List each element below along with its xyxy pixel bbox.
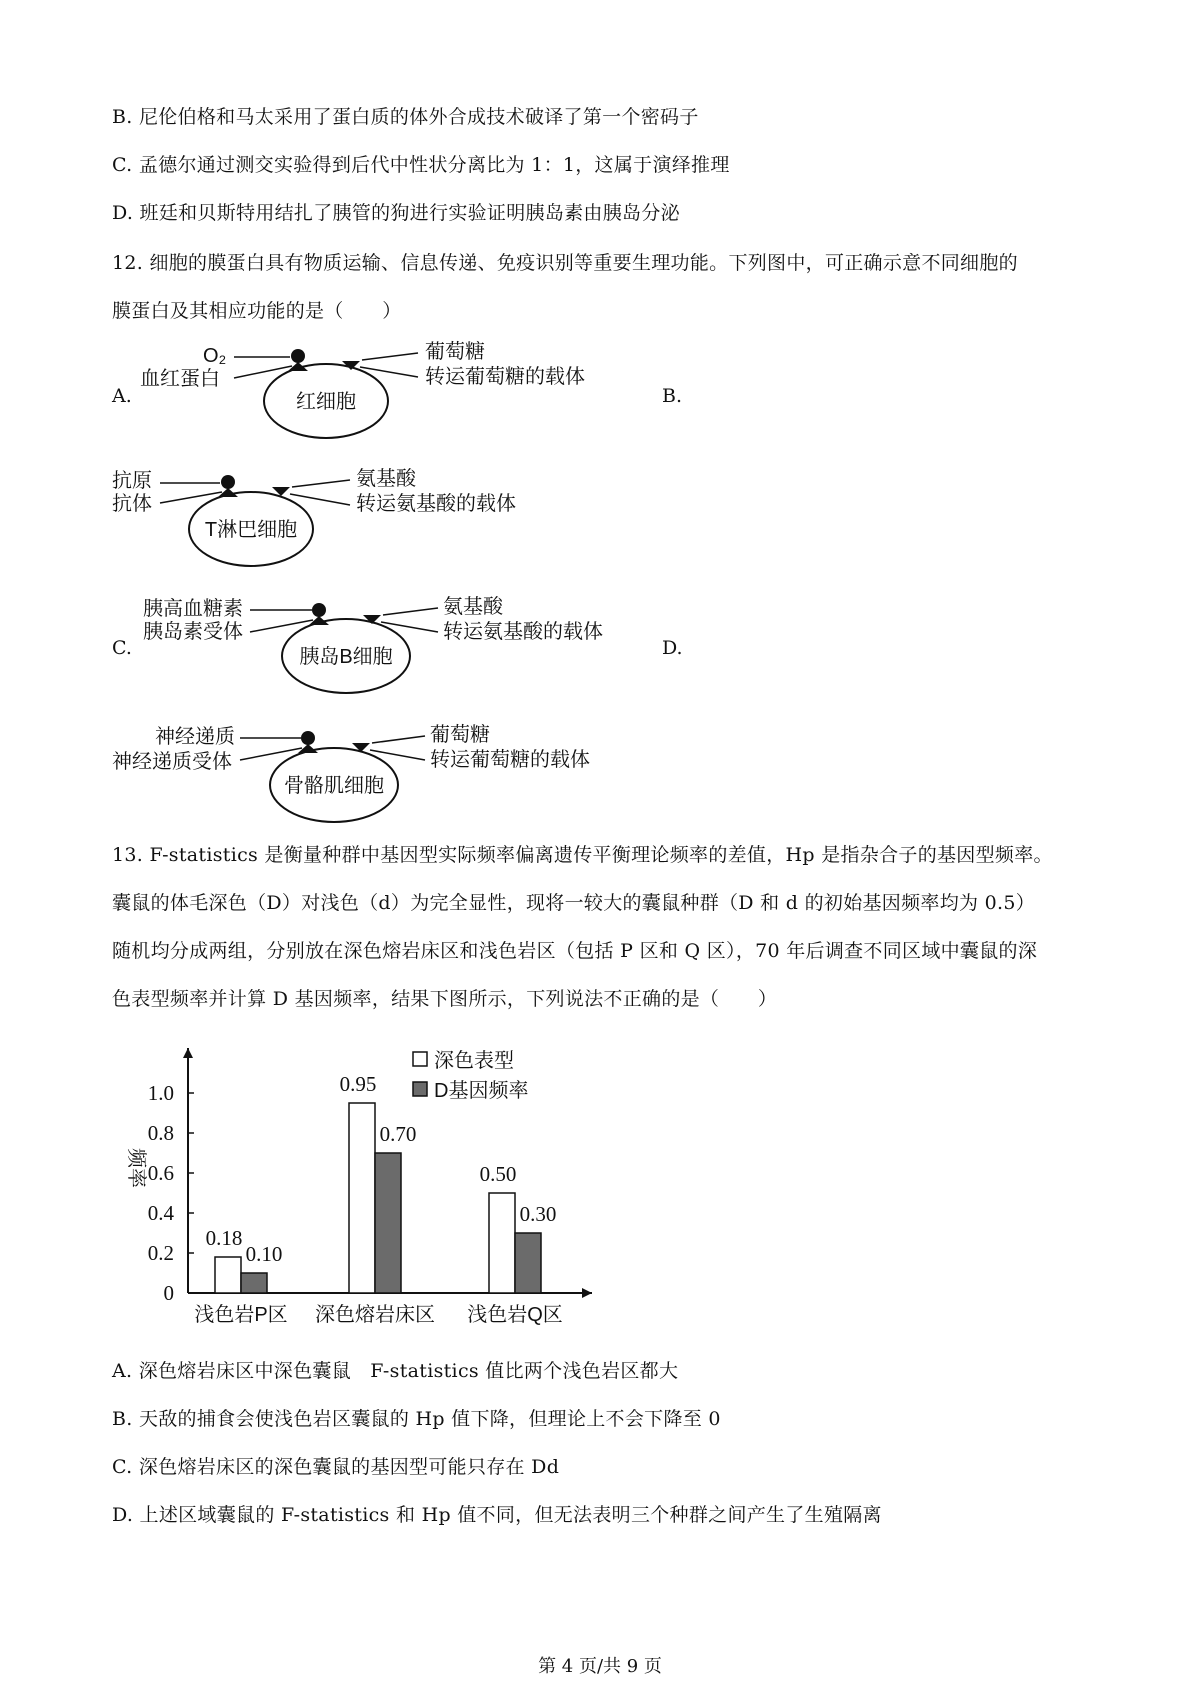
label-left-bottom: 胰岛素受体 — [143, 621, 243, 643]
cell-name: 胰岛B细胞 — [299, 646, 393, 668]
diagram-a — [140, 340, 585, 438]
q12-option-a-letter: A. — [112, 385, 132, 407]
x-tick-label: 浅色岩Q区 — [467, 1304, 563, 1326]
bar — [375, 1153, 401, 1293]
diagram-d — [112, 723, 590, 822]
q13-option-c: C. 深色熔岩床区的深色囊鼠的基因型可能只存在 Dd — [112, 1456, 560, 1478]
y-tick-label: 1.0 — [147, 1081, 174, 1105]
page-footer: 第 4 页/共 9 页 — [538, 1656, 662, 1677]
q13-option-a: A. 深色熔岩床区中深色囊鼠 F-statistics 值比两个浅色岩区都大 — [112, 1360, 679, 1382]
legend-label: D基因频率 — [434, 1080, 529, 1102]
q12-stem-line2: 膜蛋白及其相应功能的是（ ） — [112, 300, 402, 322]
bound-molecule — [221, 475, 235, 489]
y-tick-label: 0 — [163, 1281, 174, 1305]
bar-value-label: 0.95 — [339, 1072, 377, 1096]
diagram-b — [112, 467, 516, 566]
label-left-bottom: 血红蛋白 — [140, 368, 220, 390]
label-right-top: 葡萄糖 — [430, 724, 490, 746]
bar-value-label: 0.18 — [205, 1226, 243, 1250]
bar — [215, 1257, 241, 1293]
bar — [349, 1103, 375, 1293]
label-left-top: 胰高血糖素 — [143, 598, 243, 620]
cell-name: 骨骼肌细胞 — [284, 775, 384, 797]
chart-legend — [413, 1049, 528, 1102]
x-tick-label: 深色熔岩床区 — [315, 1304, 435, 1326]
legend-swatch — [413, 1082, 427, 1096]
x-tick-label: 浅色岩P区 — [194, 1304, 288, 1326]
y-tick-label: 0.2 — [147, 1241, 174, 1265]
y-tick-label: 0.4 — [147, 1201, 174, 1225]
y-axis-arrow — [183, 1048, 193, 1058]
option-line-d: D. 班廷和贝斯特用结扎了胰管的狗进行实验证明胰岛素由胰岛分泌 — [112, 202, 680, 224]
label-right-top: 氨基酸 — [356, 468, 416, 490]
q13-stem-line4: 色表型频率并计算 D 基因频率，结果下图所示，下列说法不正确的是（ ） — [112, 988, 778, 1010]
label-right-top: 氨基酸 — [443, 596, 503, 618]
option-line-b: B. 尼伦伯格和马太采用了蛋白质的体外合成技术破译了第一个密码子 — [112, 106, 699, 128]
option-line-c: C. 孟德尔通过测交实验得到后代中性状分离比为 1：1，这属于演绎推理 — [112, 154, 730, 176]
label-left-top: 神经递质 — [155, 726, 235, 748]
label-right-top: 葡萄糖 — [425, 341, 485, 363]
q12-option-d-letter: D. — [662, 637, 683, 659]
y-axis-label: 频率 — [125, 1148, 147, 1188]
label-o2: O₂ — [203, 345, 227, 367]
bound-molecule — [291, 349, 305, 363]
legend-label: 深色表型 — [434, 1050, 514, 1072]
cell-name: 红细胞 — [296, 391, 356, 413]
q12-stem-line1: 12. 细胞的膜蛋白具有物质运输、信息传递、免疫识别等重要生理功能。下列图中，可正确示意不同细胞的 — [112, 252, 1018, 274]
bar — [489, 1193, 515, 1293]
q13-stem-line3: 随机均分成两组，分别放在深色熔岩床区和浅色岩区（包括 P 区和 Q 区），70 年后调查不同区域中囊鼠的深 — [112, 940, 1038, 962]
bound-molecule — [301, 731, 315, 745]
label-right-bottom: 转运葡萄糖的载体 — [425, 366, 585, 388]
legend-swatch — [413, 1052, 427, 1066]
label-left-bottom: 神经递质受体 — [112, 751, 232, 773]
x-axis-arrow — [582, 1288, 592, 1298]
bound-molecule — [312, 603, 326, 617]
y-tick-label: 0.8 — [147, 1121, 174, 1145]
label-right-bottom: 转运葡萄糖的载体 — [430, 749, 590, 771]
bar-chart — [125, 1048, 592, 1326]
label-left-bottom: 抗体 — [112, 493, 152, 515]
y-tick-label: 0.6 — [147, 1161, 174, 1185]
q13-stem-line1: 13. F-statistics 是衡量种群中基因型实际频率偏离遗传平衡理论频率的差值，Hp 是指杂合子的基因型频率。 — [112, 844, 1053, 866]
q12-option-c-letter: C. — [112, 637, 132, 659]
label-right-bottom: 转运氨基酸的载体 — [443, 621, 603, 643]
label-right-bottom: 转运氨基酸的载体 — [356, 493, 516, 515]
bar-value-label: 0.10 — [245, 1242, 283, 1266]
q13-option-b: B. 天敌的捕食会使浅色岩区囊鼠的 Hp 值下降，但理论上不会下降至 0 — [112, 1408, 721, 1430]
q12-option-b-letter: B. — [662, 385, 683, 407]
label-left-top: 抗原 — [112, 470, 152, 492]
bar — [241, 1273, 267, 1293]
bar-value-label: 0.70 — [379, 1122, 417, 1146]
q13-option-d: D. 上述区域囊鼠的 F-statistics 和 Hp 值不同，但无法表明三个种群之间产生了生殖隔离 — [112, 1504, 882, 1526]
bar-value-label: 0.30 — [519, 1202, 557, 1226]
cell-name: T淋巴细胞 — [204, 519, 298, 541]
bar-value-label: 0.50 — [479, 1162, 517, 1186]
q13-stem-line2: 囊鼠的体毛深色（D）对浅色（d）为完全显性，现将一较大的囊鼠种群（D 和 d 的初始基因频率均为 0.5） — [112, 892, 1036, 914]
bar — [515, 1233, 541, 1293]
diagram-c — [143, 595, 603, 693]
